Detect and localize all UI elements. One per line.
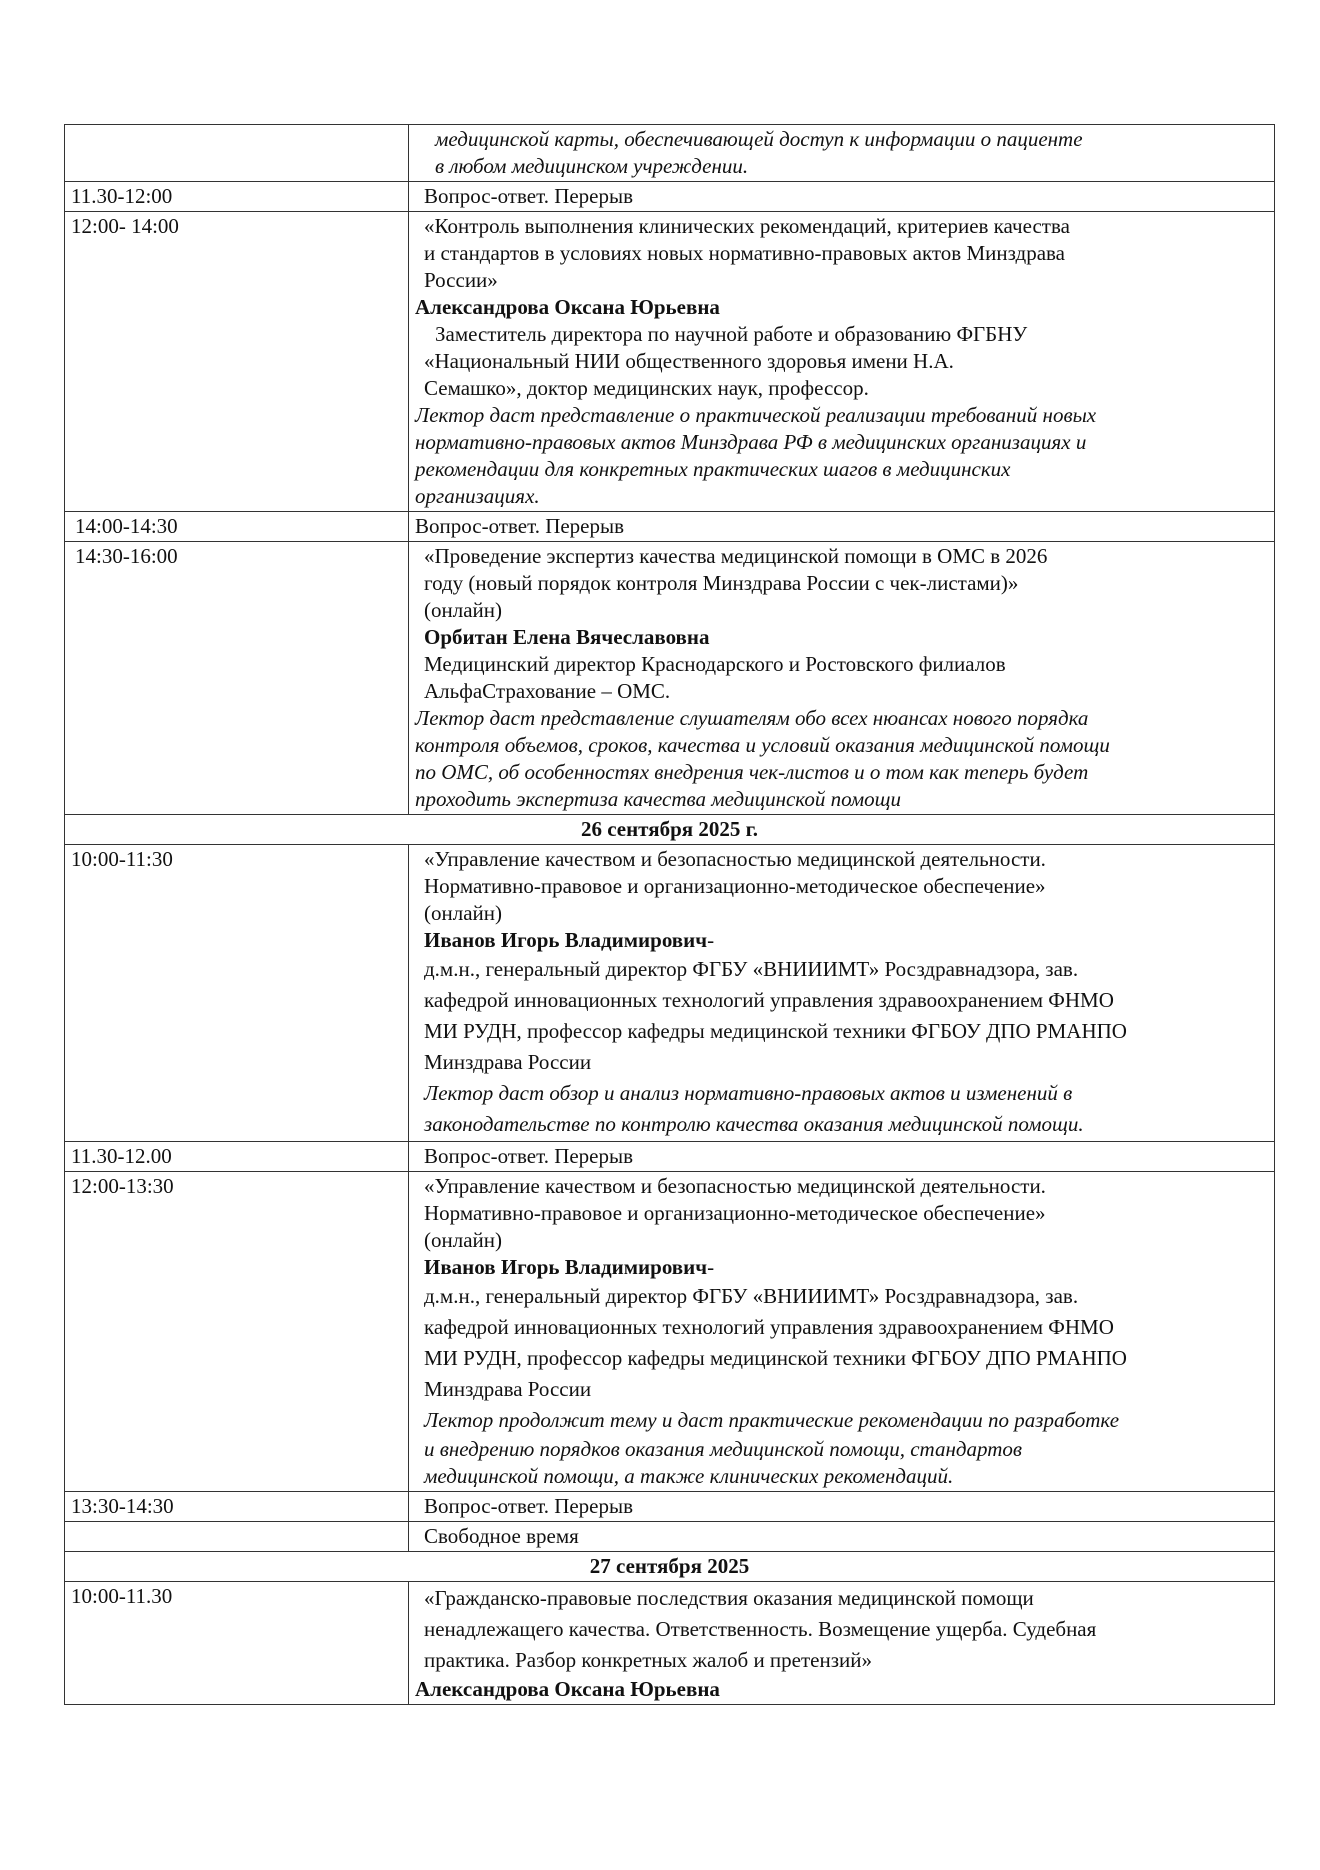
speaker-position-line: Медицинский директор Краснодарского и Ростовского филиалов — [424, 652, 1006, 676]
speaker-suffix: - — [707, 1255, 715, 1279]
time-cell — [65, 1522, 409, 1552]
table-row — [65, 125, 1275, 182]
session-title-line: году (новый порядок контроля Минздрава России с чек-листами)» — [424, 571, 1019, 595]
speaker-position-line: д.м.н., генеральный директор ФГБУ «ВНИИИМТ» Росздравнадзора, зав. — [424, 1284, 1079, 1308]
table-row — [65, 1582, 1275, 1705]
session-cell — [409, 1522, 1275, 1552]
time-cell: 13:30-14:30 — [65, 1492, 409, 1522]
table-row — [65, 512, 1275, 542]
speaker-name: Иванов Игорь Владимирович — [424, 928, 708, 952]
speaker-suffix: - — [707, 928, 715, 952]
session-title-line: ненадлежащего качества. Ответственность. Возмещение ущерба. Судебная — [424, 1617, 1097, 1641]
session-cell — [409, 1142, 1275, 1172]
break-label: Вопрос-ответ. Перерыв — [424, 1144, 634, 1168]
session-cell — [409, 845, 1275, 1142]
table-row — [65, 1172, 1275, 1492]
session-cell — [409, 1492, 1275, 1522]
time-cell: 12:00- 14:00 — [65, 212, 409, 512]
session-title-line: Нормативно-правовое и организационно-методическое обеспечение» — [424, 874, 1046, 898]
lecture-note-line: рекомендации для конкретных практических шагов в медицинских — [415, 457, 1011, 481]
time-cell: 14:00-14:30 — [65, 512, 409, 542]
time-cell: 10:00-11:30 — [65, 845, 409, 1142]
lecture-note-line: и внедрению порядков оказания медицинской помощи, стандартов — [424, 1437, 1022, 1461]
speaker-name: Александрова Оксана Юрьевна — [415, 1677, 720, 1701]
lecture-note-line: Лектор продолжит тему и даст практические рекомендации по разработке — [424, 1408, 1120, 1432]
speaker-position-line: кафедрой инновационных технологий управления здравоохранением ФНМО — [424, 988, 1114, 1012]
session-cell — [409, 1172, 1275, 1492]
session-title-line: (онлайн) — [424, 901, 503, 925]
speaker-position-line: МИ РУДН, профессор кафедры медицинской техники ФГБОУ ДПО РМАНПО — [424, 1346, 1127, 1370]
session-title-line: «Проведение экспертиз качества медицинской помощи в ОМС в 2026 — [424, 544, 1048, 568]
speaker-position-line: Минздрава России — [424, 1050, 592, 1074]
table-row — [65, 182, 1275, 212]
schedule-table — [64, 124, 1275, 1705]
session-title-line: Нормативно-правовое и организационно-методическое обеспечение» — [424, 1201, 1046, 1225]
lecture-note-line: медицинской помощи, а также клинических рекомендаций. — [424, 1464, 954, 1488]
speaker-name: Орбитан Елена Вячеславовна — [424, 625, 710, 649]
time-cell: 11.30-12.00 — [65, 1142, 409, 1172]
time-cell — [65, 125, 409, 182]
session-title-line: практика. Разбор конкретных жалоб и претензий» — [424, 1648, 872, 1672]
session-title-line: «Управление качеством и безопасностью медицинской деятельности. — [424, 847, 1046, 871]
session-title-line: России» — [424, 268, 498, 292]
speaker-position-line: д.м.н., генеральный директор ФГБУ «ВНИИИМТ» Росздравнадзора, зав. — [424, 957, 1079, 981]
speaker-line — [415, 927, 1268, 954]
table-row — [65, 1522, 1275, 1552]
speaker-position-line: Минздрава России — [424, 1377, 592, 1401]
time-cell: 11.30-12:00 — [65, 182, 409, 212]
speaker-line — [415, 1254, 1268, 1281]
speaker-position-line: Заместитель директора по научной работе и образованию ФГБНУ — [435, 322, 1028, 346]
lecture-note-line: проходить экспертиза качества медицинской помощи — [415, 787, 902, 811]
free-time-label: Свободное время — [424, 1524, 579, 1548]
session-cell — [409, 1582, 1275, 1705]
lecture-note-line: по ОМС, об особенностях внедрения чек-листов и о том как теперь будет — [415, 760, 1089, 784]
session-cell — [409, 212, 1275, 512]
lecture-note-line: Лектор даст представление слушателям обо всех нюансах нового порядка — [415, 706, 1089, 730]
speaker-name: Иванов Игорь Владимирович — [424, 1255, 708, 1279]
lecture-note-line: организациях. — [415, 484, 540, 508]
session-cell — [409, 125, 1275, 182]
lecture-note-line: законодательстве по контролю качества оказания медицинской помощи. — [424, 1112, 1084, 1136]
session-title-line: (онлайн) — [424, 1228, 503, 1252]
day-heading: 26 сентября 2025 г. — [65, 815, 1275, 845]
break-label: Вопрос-ответ. Перерыв — [415, 514, 625, 538]
session-title-line: «Управление качеством и безопасностью медицинской деятельности. — [424, 1174, 1046, 1198]
table-row — [65, 845, 1275, 1142]
table-row — [65, 1142, 1275, 1172]
session-title-line: «Контроль выполнения клинических рекомендаций, критериев качества — [424, 214, 1070, 238]
speaker-position-line: АльфаСтрахование – ОМС. — [424, 679, 671, 703]
table-row — [65, 1492, 1275, 1522]
day-heading: 27 сентября 2025 — [65, 1552, 1275, 1582]
lecture-note-line: нормативно-правовых актов Минздрава РФ в медицинских организациях и — [415, 430, 1087, 454]
lecture-note-line: Лектор даст обзор и анализ нормативно-правовых актов и изменений в — [424, 1081, 1073, 1105]
time-cell: 10:00-11.30 — [65, 1582, 409, 1705]
break-label: Вопрос-ответ. Перерыв — [424, 184, 634, 208]
date-row — [65, 815, 1275, 845]
table-row — [65, 542, 1275, 815]
session-title-line: и стандартов в условиях новых нормативно-правовых актов Минздрава — [424, 241, 1065, 265]
date-row — [65, 1552, 1275, 1582]
lecture-note-line: контроля объемов, сроков, качества и условий оказания медицинской помощи — [415, 733, 1110, 757]
speaker-position-line: МИ РУДН, профессор кафедры медицинской техники ФГБОУ ДПО РМАНПО — [424, 1019, 1127, 1043]
break-label: Вопрос-ответ. Перерыв — [424, 1494, 634, 1518]
speaker-name: Александрова Оксана Юрьевна — [415, 295, 720, 319]
speaker-position-line: кафедрой инновационных технологий управления здравоохранением ФНМО — [424, 1315, 1114, 1339]
time-cell: 14:30-16:00 — [65, 542, 409, 815]
time-cell: 12:00-13:30 — [65, 1172, 409, 1492]
session-cell — [409, 512, 1275, 542]
session-title-line: (онлайн) — [424, 598, 503, 622]
description-line: медицинской карты, обеспечивающей доступ к информации о пациенте — [435, 127, 1083, 151]
lecture-note-line: Лектор даст представление о практической реализации требований новых — [415, 403, 1097, 427]
session-title-line: «Гражданско-правовые последствия оказания медицинской помощи — [424, 1586, 1034, 1610]
speaker-position-line: «Национальный НИИ общественного здоровья имени Н.А. — [424, 349, 954, 373]
speaker-position-line: Семашко», доктор медицинских наук, профессор. — [424, 376, 869, 400]
session-cell — [409, 542, 1275, 815]
session-cell — [409, 182, 1275, 212]
description-line: в любом медицинском учреждении. — [435, 154, 749, 178]
table-row — [65, 212, 1275, 512]
